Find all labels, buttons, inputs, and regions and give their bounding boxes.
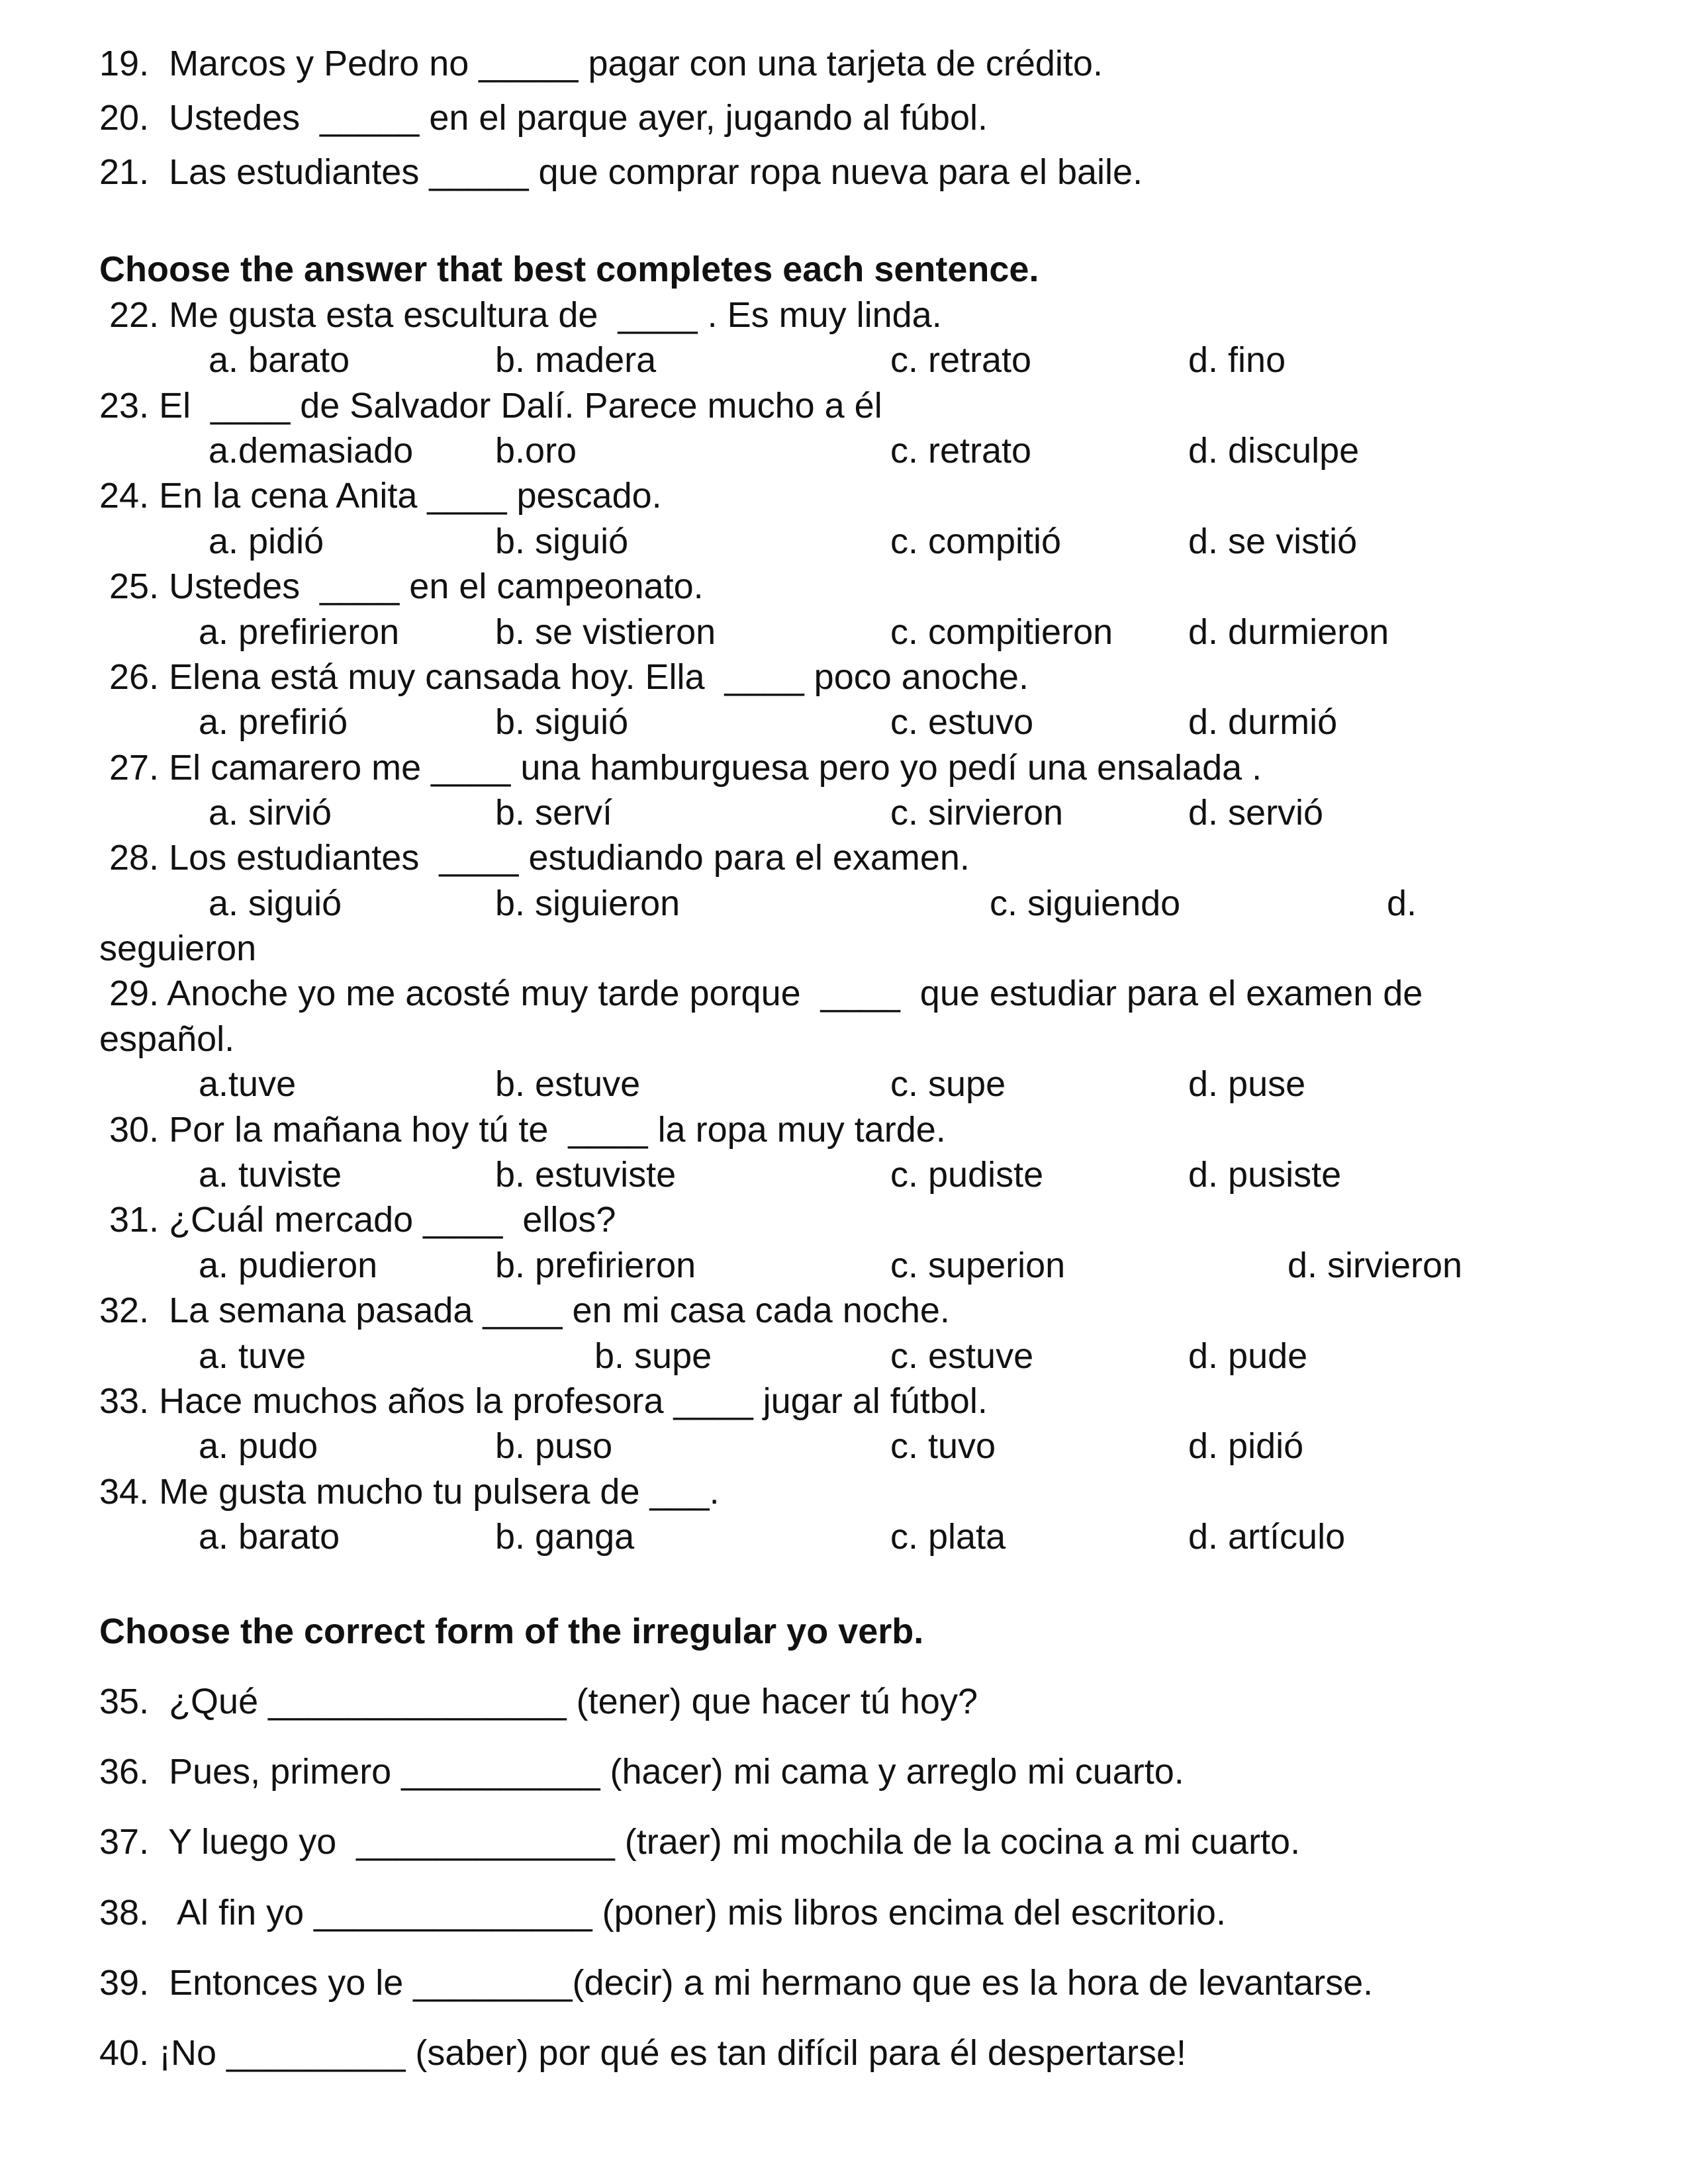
question-28-option-d-continued: seguieron <box>99 929 257 968</box>
question-29-option-a: a.tuve <box>199 1064 297 1104</box>
question-32-option-b: b. supe <box>594 1336 712 1376</box>
question-22-option-d: d. fino <box>1188 340 1286 380</box>
question-27-option-a: a. sirvió <box>209 793 332 833</box>
question-27-option-c: c. sirvieron <box>890 793 1064 833</box>
question-32-option-c: c. estuve <box>890 1336 1034 1376</box>
question-29-stem: 29. Anoche yo me acosté muy tarde porque ____ que estudiar para el examen de <box>109 974 1423 1013</box>
question-27-stem: 27. El camarero me ____ una hamburguesa pero yo pedí una ensalada . <box>109 748 1262 788</box>
question-36: 36. Pues, primero __________ (hacer) mi cama y arreglo mi cuarto. <box>99 1752 1184 1792</box>
question-35: 35. ¿Qué _______________ (tener) que hacer tú hoy? <box>99 1682 978 1721</box>
question-26-option-d: d. durmió <box>1188 702 1338 742</box>
question-24-option-d: d. se vistió <box>1188 522 1358 561</box>
question-20: 20. Ustedes _____ en el parque ayer, jugando al fúbol. <box>99 98 988 138</box>
question-24-option-a: a. pidió <box>209 522 324 561</box>
question-28-option-d: d. <box>1387 884 1417 923</box>
question-33-option-b: b. puso <box>495 1426 613 1466</box>
question-33-option-d: d. pidió <box>1188 1426 1304 1466</box>
question-22-stem: 22. Me gusta esta escultura de ____ . Es muy linda. <box>109 295 942 335</box>
question-23-option-d: d. disculpe <box>1188 431 1360 471</box>
question-33-stem: 33. Hace muchos años la profesora ____ jugar al fútbol. <box>99 1381 988 1421</box>
question-34-option-b: b. ganga <box>495 1517 635 1557</box>
question-23-stem: 23. El ____ de Salvador Dalí. Parece mucho a él <box>99 386 882 426</box>
question-30-stem: 30. Por la mañana hoy tú te ____ la ropa muy tarde. <box>109 1110 946 1150</box>
question-30-option-b: b. estuviste <box>495 1155 677 1195</box>
question-34-option-a: a. barato <box>199 1517 340 1557</box>
question-29-stem-continued: español. <box>99 1019 235 1059</box>
question-25-option-b: b. se vistieron <box>495 612 716 652</box>
question-28-stem: 28. Los estudiantes ____ estudiando para el examen. <box>109 838 970 878</box>
question-34-option-d: d. artículo <box>1188 1517 1346 1557</box>
question-22-option-c: c. retrato <box>890 340 1032 380</box>
question-23-option-c: c. retrato <box>890 431 1032 471</box>
question-28-option-c: c. siguiendo <box>990 884 1181 923</box>
section-heading-multiple-choice: Choose the answer that best completes each sentence. <box>99 250 1039 289</box>
question-40: 40. ¡No _________ (saber) por qué es tan difícil para él despertarse! <box>99 2033 1186 2073</box>
question-24-option-b: b. siguió <box>495 522 629 561</box>
question-33-option-c: c. tuvo <box>890 1426 996 1466</box>
question-25-option-c: c. compitieron <box>890 612 1113 652</box>
question-23-option-a: a.demasiado <box>209 431 414 471</box>
question-19: 19. Marcos y Pedro no _____ pagar con una tarjeta de crédito. <box>99 44 1103 83</box>
question-30-option-c: c. pudiste <box>890 1155 1044 1195</box>
question-39: 39. Entonces yo le ________(decir) a mi hermano que es la hora de levantarse. <box>99 1963 1374 2003</box>
question-30-option-a: a. tuviste <box>199 1155 342 1195</box>
question-28-option-a: a. siguió <box>209 884 342 923</box>
question-23-option-b: b.oro <box>495 431 577 471</box>
question-31-option-c: c. superion <box>890 1246 1066 1285</box>
question-29-option-c: c. supe <box>890 1064 1006 1104</box>
question-32-stem: 32. La semana pasada ____ en mi casa cada noche. <box>99 1291 950 1330</box>
question-24-option-c: c. compitió <box>890 522 1062 561</box>
section-heading-irregular-yo-verbs: Choose the correct form of the irregular yo verb. <box>99 1612 924 1651</box>
question-27-option-b: b. serví <box>495 793 613 833</box>
question-26-option-b: b. siguió <box>495 702 629 742</box>
question-31-option-d: d. sirvieron <box>1288 1246 1463 1285</box>
question-28-option-b: b. siguieron <box>495 884 680 923</box>
question-34-option-c: c. plata <box>890 1517 1006 1557</box>
question-25-option-a: a. prefirieron <box>199 612 400 652</box>
question-26-stem: 26. Elena está muy cansada hoy. Ella ____ poco anoche. <box>109 657 1029 697</box>
question-37: 37. Y luego yo _____________ (traer) mi mochila de la cocina a mi cuarto. <box>99 1822 1301 1862</box>
question-21: 21. Las estudiantes _____ que comprar ropa nueva para el baile. <box>99 152 1143 192</box>
question-25-option-d: d. durmieron <box>1188 612 1389 652</box>
question-22-option-b: b. madera <box>495 340 657 380</box>
question-27-option-d: d. servió <box>1188 793 1324 833</box>
question-29-option-b: b. estuve <box>495 1064 641 1104</box>
question-30-option-d: d. pusiste <box>1188 1155 1342 1195</box>
question-31-option-a: a. pudieron <box>199 1246 378 1285</box>
question-38: 38. Al fin yo ______________ (poner) mis libros encima del escritorio. <box>99 1893 1226 1933</box>
question-26-option-c: c. estuvo <box>890 702 1034 742</box>
question-31-option-b: b. prefirieron <box>495 1246 696 1285</box>
question-34-stem: 34. Me gusta mucho tu pulsera de ___. <box>99 1472 720 1512</box>
question-33-option-a: a. pudo <box>199 1426 318 1466</box>
question-31-stem: 31. ¿Cuál mercado ____ ellos? <box>109 1200 616 1240</box>
question-29-option-d: d. puse <box>1188 1064 1306 1104</box>
question-32-option-a: a. tuve <box>199 1336 306 1376</box>
question-26-option-a: a. prefirió <box>199 702 348 742</box>
question-32-option-d: d. pude <box>1188 1336 1308 1376</box>
question-25-stem: 25. Ustedes ____ en el campeonato. <box>109 567 704 606</box>
question-22-option-a: a. barato <box>209 340 350 380</box>
question-24-stem: 24. En la cena Anita ____ pescado. <box>99 476 662 516</box>
